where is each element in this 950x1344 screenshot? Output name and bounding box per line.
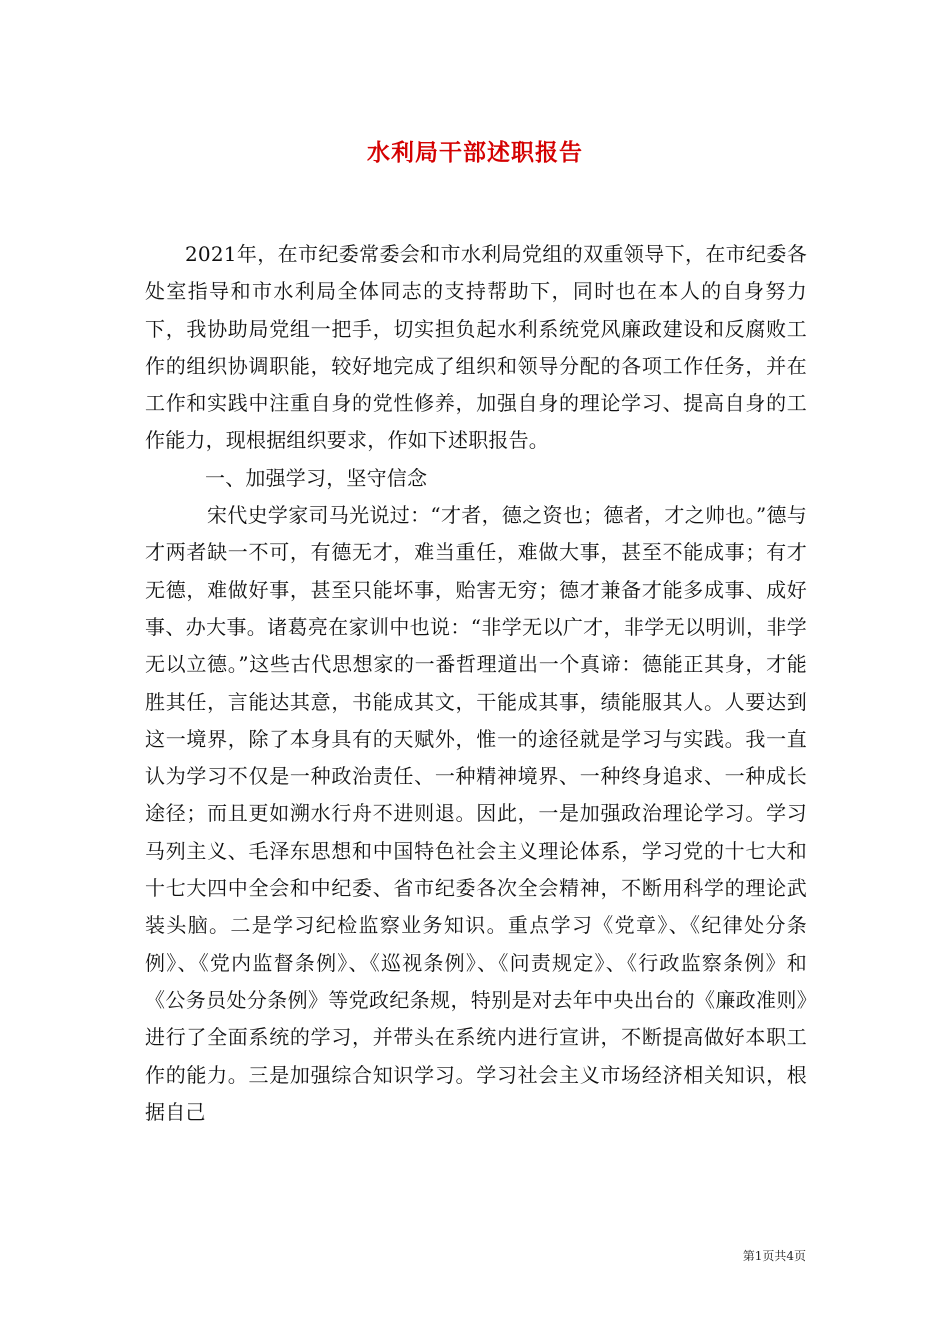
page-number: 第1页共4页	[742, 1249, 806, 1263]
body-paragraph: 宋代史学家司马光说过：“才者，德之资也；德者，才之帅也。”德与才两者缺一不可，有德无才，难当重任，难做大事，甚至不能成事；有才无德，难做好事，甚至只能坏事，贻害无穷；德才兼备才能多成事、成好事、办大事。诸葛亮在家训中也说：“非学无以广才，非学无以明训，非学无以立德。”这些古代思想家的一番哲理道出一个真谛：德能正其身，才能胜其任，言能达其意，书能成其文，干能成其事，绩能服其人。人要达到这一境界，除了本身具有的天赋外，惟一的途径就是学习与实践。我一直认为学习不仅是一种政治责任、一种精神境界、一种终身追求、一种成长途径；而且更如溯水行舟不进则退。因此，一是加强政治理论学习。学习马列主义、毛泽东思想和中国特色社会主义理论体系，学习党的十七大和十七大四中全会和中纪委、省市纪委各次全会精神，不断用科学的理论武装头脑。二是学习纪检监察业务知识。重点学习《党章》、《纪律处分条例》、《党内监督条例》、《巡视条例》、《问责规定》、《行政监察条例》和《公务员处分条例》等党政纪条规，特别是对去年中央出台的《廉政准则》进行了全面系统的学习，并带头在系统内进行宣讲，不断提高做好本职工作的能力。三是加强综合知识学习。学习社会主义市场经济相关知识，根据自己	[145, 503, 807, 1124]
intro-paragraph: 2021年，在市纪委常委会和市水利局党组的双重领导下，在市纪委各处室指导和市水利局全体同志的支持帮助下，同时也在本人的自身努力下，我协助局党组一把手，切实担负起水利系统党风廉政建设和反腐败工作的组织协调职能，较好地完成了组织和领导分配的各项工作任务，并在工作和实践中注重自身的党性修养，加强自身的理论学习、提高自身的工作能力，现根据组织要求，作如下述职报告。	[145, 242, 807, 453]
document-body	[145, 236, 807, 1131]
section-heading: 一、加强学习，坚守信念	[205, 465, 428, 490]
document-title: 水利局干部述职报告	[367, 139, 583, 166]
